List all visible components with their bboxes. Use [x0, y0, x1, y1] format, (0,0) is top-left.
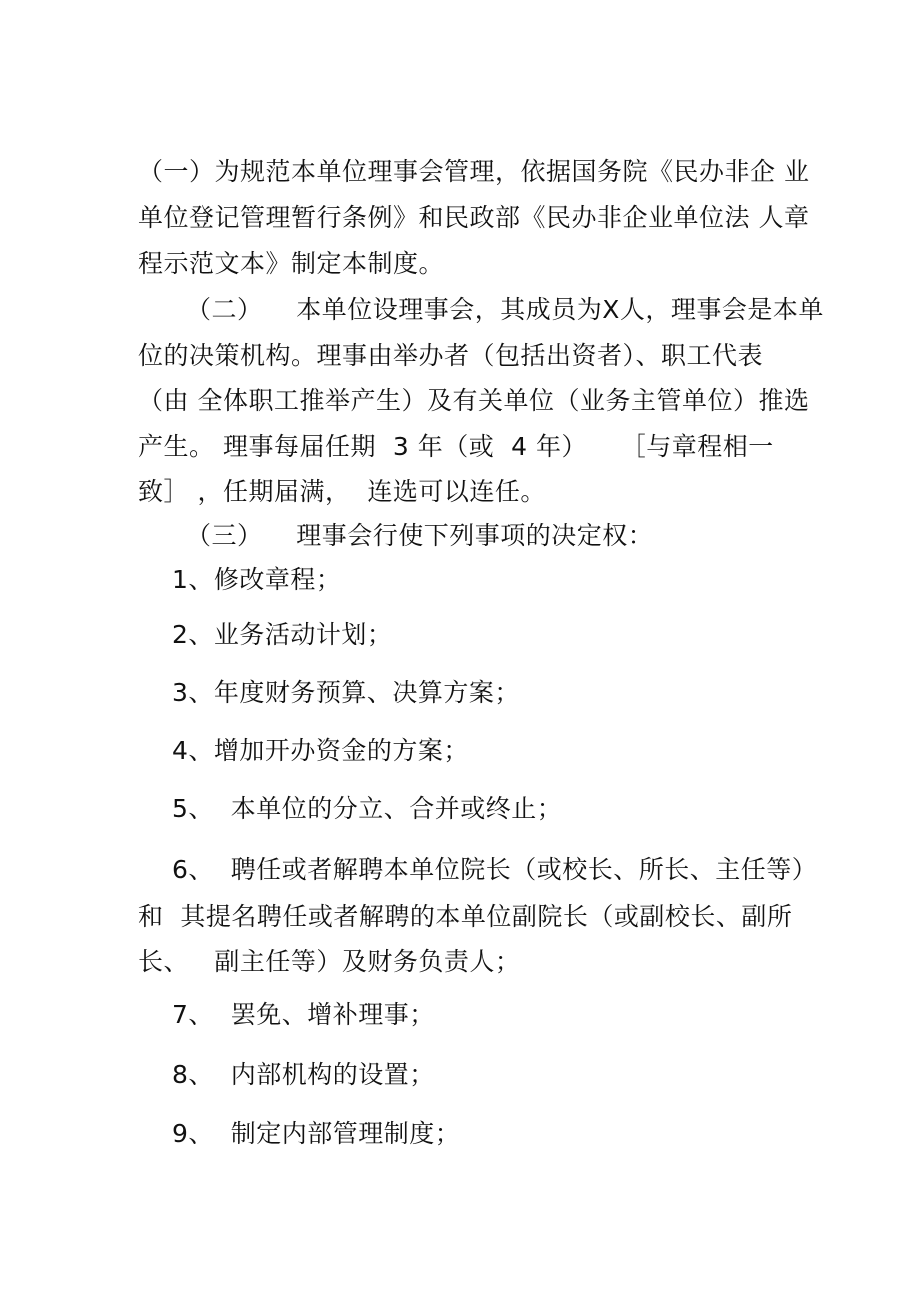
- list-item-line: 6、 聘任或者解聘本单位院长（或校长、所长、主任等）: [172, 855, 818, 884]
- list-item: 1、修改章程；: [172, 565, 342, 594]
- paragraph-line: （一）为规范本单位理事会管理，依据国务院《民办非企 业: [138, 157, 810, 186]
- list-item: 8、 内部机构的设置；: [172, 1060, 435, 1089]
- list-item: 5、 本单位的分立、合并或终止；: [172, 794, 563, 823]
- paragraph-line: 单位登记管理暂行条例》和民政部《民办非企业单位法 人章: [138, 203, 810, 232]
- paragraph-line: 产生。 理事每届任期 3 年（或 4 年） ［与章程相一: [138, 432, 774, 461]
- paragraph-line: （二） 本单位设理事会，其成员为X人，理事会是本单: [186, 295, 824, 324]
- list-item-line: 和 其提名聘任或者解聘的本单位副院长（或副校长、副所: [138, 902, 793, 931]
- list-item: 3、年度财务预算、决算方案；: [172, 678, 520, 707]
- list-item: 4、增加开办资金的方案；: [172, 736, 469, 765]
- paragraph-line: 位的决策机构。理事由举办者（包括出资者）、职工代表: [138, 341, 764, 370]
- list-item: 2、业务活动计划；: [172, 620, 393, 649]
- paragraph-line: （由 全体职工推举产生）及有关单位（业务主管单位）推选: [138, 386, 810, 415]
- list-item-line: 长、 副主任等）及财务负责人；: [138, 947, 521, 976]
- paragraph-line: 致］ ，任期届满， 连选可以连任。: [138, 477, 546, 506]
- list-item: 9、 制定内部管理制度；: [172, 1119, 461, 1148]
- paragraph-line: 程示范文本》制定本制度。: [138, 249, 445, 278]
- list-item: 7、 罢免、增补理事；: [172, 1000, 435, 1029]
- paragraph-line: （三） 理事会行使下列事项的决定权：: [186, 521, 654, 550]
